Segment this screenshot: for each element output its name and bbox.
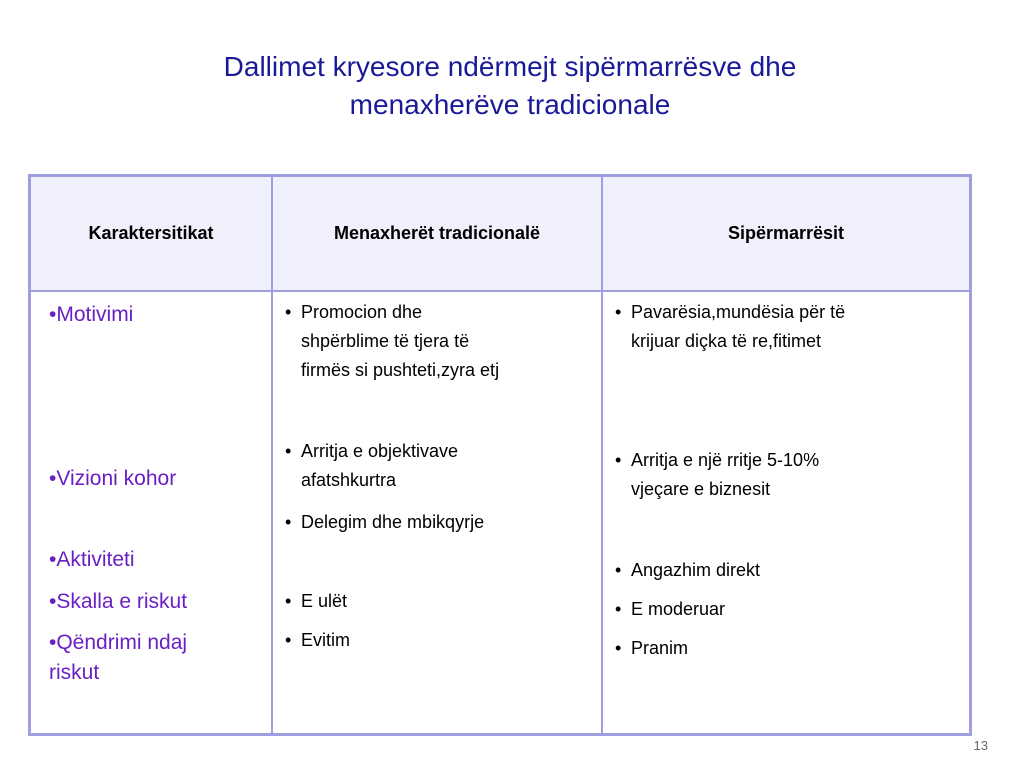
characteristic-risk-attitude: •Qëndrimi ndaj (49, 631, 188, 654)
traditional-motivation-line: shpërblime të tjera të (301, 331, 470, 351)
traditional-motivation-line: firmës si pushteti,zyra etj (301, 360, 500, 380)
header-characteristics: Karaktersitikat (88, 223, 214, 243)
page-number: 13 (973, 738, 988, 753)
traditional-motivation-line: • Promocion dhe (301, 302, 423, 322)
header-entrepreneurs: Sipërmarrësit (727, 223, 845, 243)
characteristic-time-vision: •Vizioni kohor (49, 467, 177, 490)
characteristic-risk-attitude-cont: riskut (49, 661, 100, 684)
slide-title-line-2: menaxherëve tradicionale (349, 89, 671, 120)
characteristics-cell (31, 292, 271, 733)
entrepreneurs-cell (603, 292, 969, 733)
characteristic-risk-scale: •Skalla e riskut (49, 590, 188, 613)
traditional-time-vision (279, 437, 458, 495)
entrepreneur-risk-attitude: • Pranim (609, 634, 688, 663)
entrepreneur-time-vision-line: • Arritja e një rritje 5-10% (631, 450, 820, 470)
entrepreneur-time-vision (609, 446, 819, 504)
traditional-activity: • Delegim dhe mbikqyrje (279, 508, 484, 537)
entrepreneur-activity: • Angazhim direkt (609, 556, 760, 585)
entrepreneur-motivation-line: • Pavarësia,mundësia për të (631, 302, 846, 322)
entrepreneur-time-vision-line: vjeçare e biznesit (631, 479, 771, 499)
slide-title (140, 48, 880, 124)
entrepreneur-risk-scale: • E moderuar (609, 595, 725, 624)
traditional-motivation (279, 298, 499, 385)
entrepreneur-motivation-line: krijuar diçka të re,fitimet (631, 331, 822, 351)
comparison-table (28, 174, 972, 736)
traditional-managers-cell (273, 292, 601, 733)
header-traditional-managers: Menaxherët tradicionalë (333, 223, 541, 243)
traditional-risk-scale: • E ulët (279, 587, 347, 616)
characteristic-motivation: •Motivimi (49, 303, 134, 326)
traditional-time-vision-line: afatshkurtra (301, 470, 397, 490)
entrepreneur-motivation (609, 298, 845, 356)
characteristic-activity: •Aktiviteti (49, 548, 135, 571)
slide-title-line-1: Dallimet kryesore ndërmejt sipërmarrësve dhe (223, 51, 797, 82)
traditional-time-vision-line: • Arritja e objektivave (301, 441, 459, 461)
traditional-risk-attitude: • Evitim (279, 626, 350, 655)
